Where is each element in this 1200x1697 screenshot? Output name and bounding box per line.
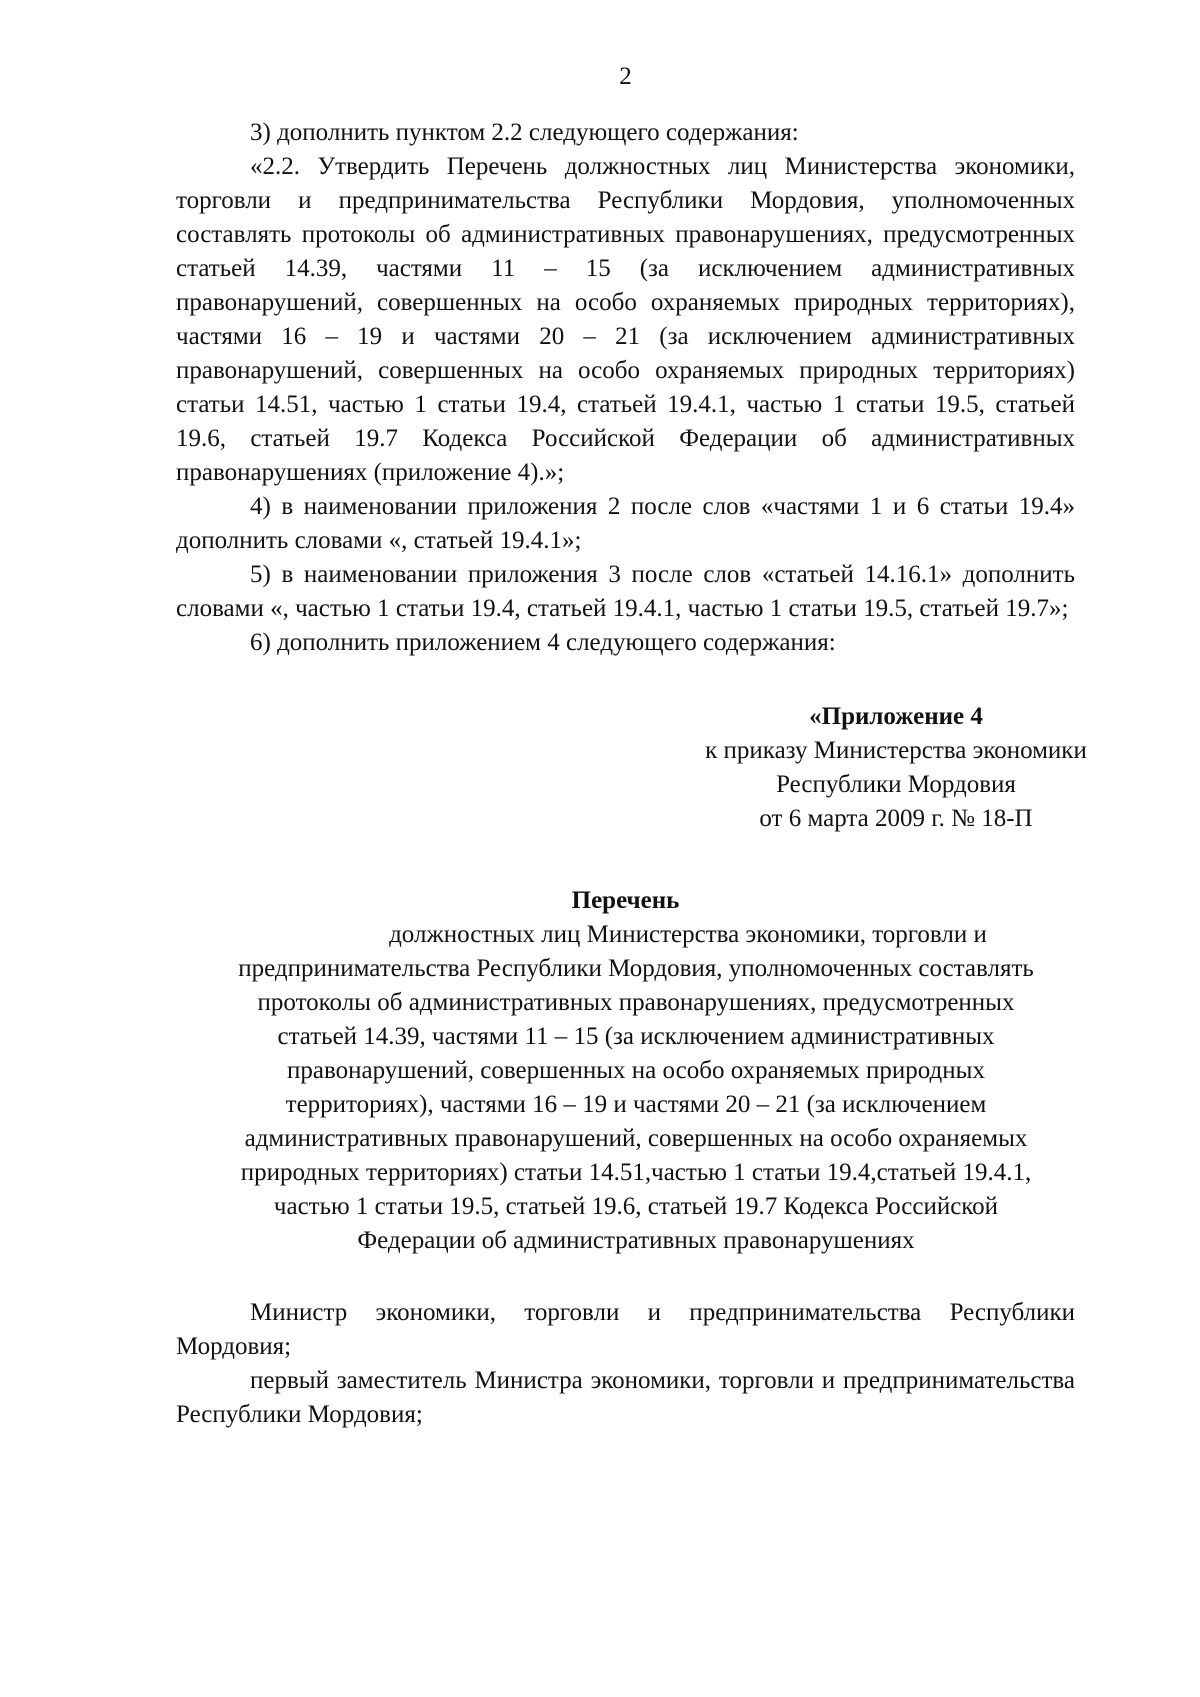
list-description-line: статьей 14.39, частями 11 – 15 (за исключением административных [277, 1023, 995, 1050]
list-description-line: административных правонарушений, совершенных на особо охраняемых [244, 1125, 1028, 1152]
list-description-line: протоколы об административных правонарушениях, предусмотренных [257, 989, 1015, 1016]
list-description-line: частью 1 статьи 19.5, статьей 19.6, статьей 19.7 Кодекса Российской [273, 1193, 999, 1220]
amendment-item-5: 5) в наименовании приложения 3 после слов «статьей 14.16.1» дополнить словами «, частью 1 статьи 19.4, статьей 19.4.1, частью 1 статьи 19.5, статьей 19.7»; [176, 561, 1075, 622]
list-description-line: территориях), частями 16 – 19 и частями 20 – 21 (за исключением [285, 1091, 987, 1118]
officials-list [176, 1296, 1075, 1432]
amendment-item-6: 6) дополнить приложением 4 следующего содержания: [250, 629, 836, 656]
appendix-header [646, 700, 1146, 836]
list-description [176, 918, 1096, 1258]
official-entry: Министр экономики, торговли и предпринимательства Республики Мордовия; [176, 1299, 1075, 1360]
official-entry: первый заместитель Министра экономики, торговли и предпринимательства Республики Мордовия; [176, 1367, 1075, 1428]
list-heading: Перечень [571, 887, 680, 914]
amendment-item-4: 4) в наименовании приложения 2 после слов «частями 1 и 6 статьи 19.4» дополнить словами «, статьей 19.4.1»; [176, 493, 1075, 554]
appendix-line-3: от 6 марта 2009 г. № 18-П [759, 805, 1033, 832]
appendix-title: «Приложение 4 [809, 703, 983, 730]
amendment-item-3-text: «2.2. Утвердить Перечень должностных лиц Министерства экономики, торговли и предпринимательства Республики Мордовия, уполномоченных составлять протоколы об административных правонарушениях, предусмотренных статьей 14.39, частями 11 – 15 (за исключением административных правонарушений, совершенных на особо охраняемых природных территориях), частями 16 – 19 и частями 20 – 21 (за исключением административных правонарушений, совершенных на особо охраняемых природных территориях) статьи 14.51, частью 1 статьи 19.4, статьей 19.4.1, частью 1 статьи 19.5, статьей 19.6, статьей 19.7 Кодекса Российской Федерации об административных правонарушениях (приложение 4).»; [176, 153, 1075, 486]
list-description-line: Федерации об административных правонарушениях [357, 1227, 915, 1254]
list-description-line: природных территориях) статьи 14.51,частью 1 статьи 19.4,статьей 19.4.1, [240, 1159, 1032, 1186]
list-description-line: предпринимательства Республики Мордовия, уполномоченных составлять [238, 955, 1034, 982]
page-number: 2 [619, 63, 632, 90]
list-description-line: должностных лиц Министерства экономики, торговли и [389, 921, 987, 948]
list-description-line: правонарушений, совершенных на особо охраняемых природных [287, 1057, 985, 1084]
appendix-line-1: к приказу Министерства экономики [705, 737, 1087, 764]
appendix-line-2: Республики Мордовия [776, 771, 1016, 798]
amendment-item-3: 3) дополнить пунктом 2.2 следующего содержания: [250, 119, 799, 146]
